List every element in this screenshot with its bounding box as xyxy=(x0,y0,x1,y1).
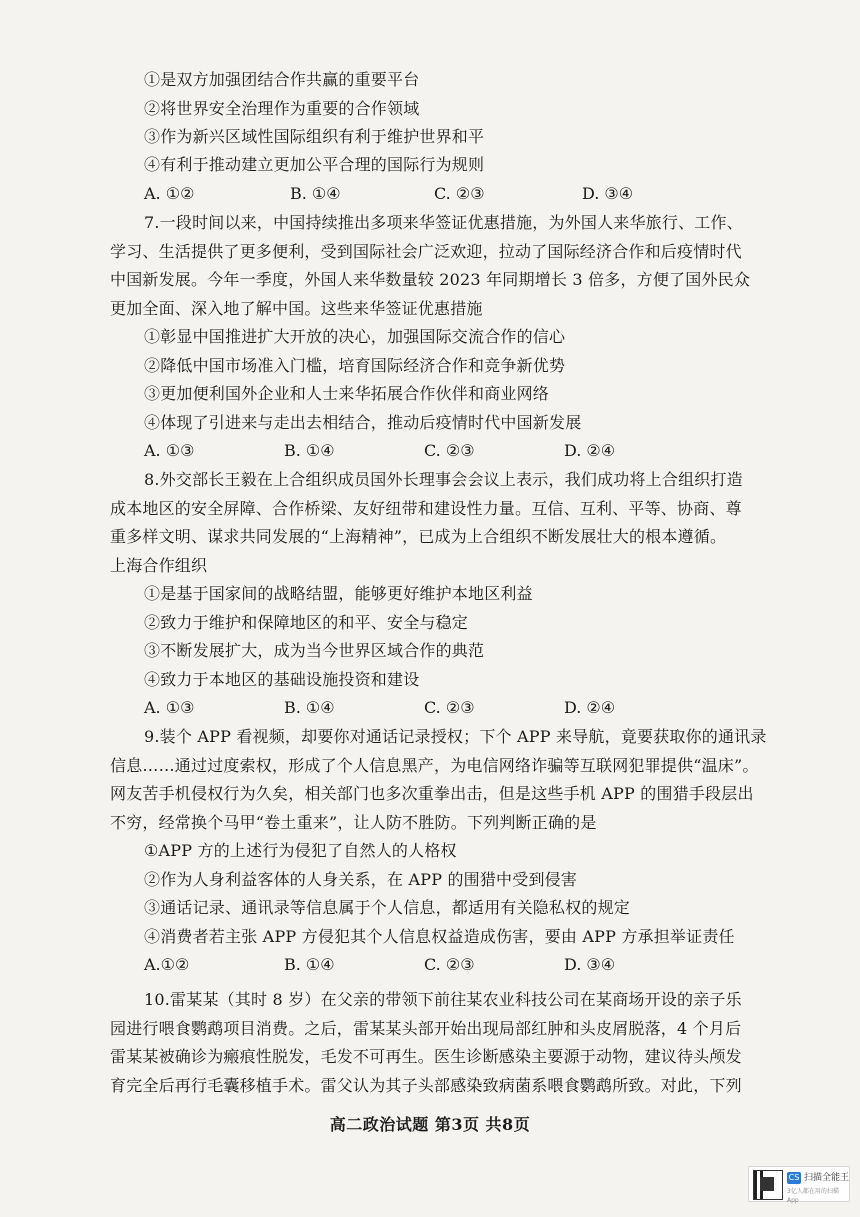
page-footer: 高二政治试题 第3页 共8页 xyxy=(329,1115,531,1134)
q8-statement-1: ①是基于国家间的战略结盟，能够更好维护本地区利益 xyxy=(144,584,533,603)
q8-stem-line-3: 重多样文明、谋求共同发展的“上海精神”，已成为上合组织不断发展壮大的根本遵循。 xyxy=(110,527,727,546)
qr-code-icon xyxy=(753,1170,783,1200)
scanner-app-name: 扫描全能王 xyxy=(804,1173,850,1183)
q8-statement-3: ③不断发展扩大，成为当今世界区域合作的典范 xyxy=(144,641,485,660)
scanner-watermark xyxy=(748,1166,850,1202)
q7-stem-line-4: 更加全面、深入地了解中国。这些来华签证优惠措施 xyxy=(110,299,483,318)
q9-option-a: A.①② xyxy=(144,955,190,974)
q6-statement-3: ③作为新兴区域性国际组织有利于维护世界和平 xyxy=(144,127,485,146)
q9-option-b: B. ①④ xyxy=(284,955,335,974)
camscanner-logo-icon: CS xyxy=(788,1173,800,1182)
q9-stem-line-2: 信息……通过过度索权，形成了个人信息黑产，为电信网络诈骗等互联网犯罪提供“温床”。 xyxy=(110,756,759,775)
q6-statement-4: ④有利于推动建立更加公平合理的国际行为规则 xyxy=(144,155,485,174)
q6-statement-2: ②将世界安全治理作为重要的合作领域 xyxy=(144,99,420,118)
q9-statement-2: ②作为人身利益客体的人身关系，在 APP 的围猎中受到侵害 xyxy=(144,870,578,889)
q7-statement-1: ①彰显中国推进扩大开放的决心，加强国际交流合作的信心 xyxy=(144,327,566,346)
q9-stem-line-3: 网友苦手机侵权行为久矣，相关部门也多次重拳出击，但是这些手机 APP 的围猎手段层出 xyxy=(110,784,754,803)
q8-statement-4: ④致力于本地区的基础设施投资和建设 xyxy=(144,670,420,689)
q9-statement-3: ③通话记录、通讯录等信息属于个人信息，都适用有关隐私权的规定 xyxy=(144,898,631,917)
q7-option-d: D. ②④ xyxy=(564,441,616,460)
q7-statement-3: ③更加便利国外企业和人士来华拓展合作伙伴和商业网络 xyxy=(144,384,550,403)
q7-stem-line-2: 学习、生活提供了更多便利，受到国际社会广泛欢迎，拉动了国际经济合作和后疫情时代 xyxy=(110,242,742,261)
q8-statement-2: ②致力于维护和保障地区的和平、安全与稳定 xyxy=(144,613,469,632)
q8-option-c: C. ②③ xyxy=(424,698,475,717)
q10-stem-line-4: 育完全后再行毛囊移植手术。雷父认为其子头部感染致病菌系喂食鹦鹉所致。对此，下列 xyxy=(110,1076,742,1095)
q7-stem-line-3: 中国新发展。今年一季度，外国人来华数量较 2023 年同期增长 3 倍多，方便了国外民众 xyxy=(110,270,751,289)
q10-stem-line-3: 雷某某被确诊为瘢痕性脱发，毛发不可再生。医生诊断感染主要源于动物，建议待头颅发 xyxy=(110,1047,742,1066)
q7-statement-2: ②降低中国市场准入门槛，培育国际经济合作和竞争新优势 xyxy=(144,356,566,375)
q9-statement-1: ①APP 方的上述行为侵犯了自然人的人格权 xyxy=(144,841,457,860)
q9-statement-4: ④消费者若主张 APP 方侵犯其个人信息权益造成伤害，要由 APP 方承担举证责任 xyxy=(144,927,735,946)
q7-option-c: C. ②③ xyxy=(424,441,475,460)
q8-option-b: B. ①④ xyxy=(284,698,335,717)
q9-option-d: D. ③④ xyxy=(564,955,616,974)
q8-stem-line-2: 成本地区的安全屏障、合作桥梁、友好纽带和建设性力量。互信、互利、平等、协商、尊 xyxy=(110,499,742,518)
q8-option-a: A. ①③ xyxy=(144,698,195,717)
q8-stem-line-4: 上海合作组织 xyxy=(110,556,208,575)
q7-option-b: B. ①④ xyxy=(284,441,335,460)
q6-option-d: D. ③④ xyxy=(582,184,634,203)
q7-stem-line-1: 7.一段时间以来，中国持续推出多项来华签证优惠措施，为外国人来华旅行、工作、 xyxy=(144,213,743,232)
q10-stem-line-2: 园进行喂食鹦鹉项目消费。之后，雷某某头部开始出现局部红肿和头皮屑脱落，4 个月后 xyxy=(110,1019,742,1038)
q8-stem-line-1: 8.外交部长王毅在上合组织成员国外长理事会会议上表示，我们成功将上合组织打造 xyxy=(144,470,743,489)
q7-statement-4: ④体现了引进来与走出去相结合，推动后疫情时代中国新发展 xyxy=(144,413,582,432)
q6-option-a: A. ①② xyxy=(144,184,195,203)
q7-option-a: A. ①③ xyxy=(144,441,195,460)
q10-stem-line-1: 10.雷某某（其时 8 岁）在父亲的带领下前往某农业科技公司在某商场开设的亲子乐 xyxy=(144,990,742,1009)
q9-stem-line-1: 9.装个 APP 看视频，却要你对通话记录授权；下个 APP 来导航，竟要获取你的通讯录 xyxy=(144,727,767,746)
scanner-tagline: 3亿人都在用的扫描App xyxy=(787,1188,839,1204)
q6-option-b: B. ①④ xyxy=(290,184,341,203)
q6-statement-1: ①是双方加强团结合作共赢的重要平台 xyxy=(144,70,420,89)
q9-option-c: C. ②③ xyxy=(424,955,475,974)
q8-option-d: D. ②④ xyxy=(564,698,616,717)
q9-stem-line-4: 不穷，经常换个马甲“卷土重来”，让人防不胜防。下列判断正确的是 xyxy=(110,813,597,832)
q6-option-c: C. ②③ xyxy=(434,184,485,203)
